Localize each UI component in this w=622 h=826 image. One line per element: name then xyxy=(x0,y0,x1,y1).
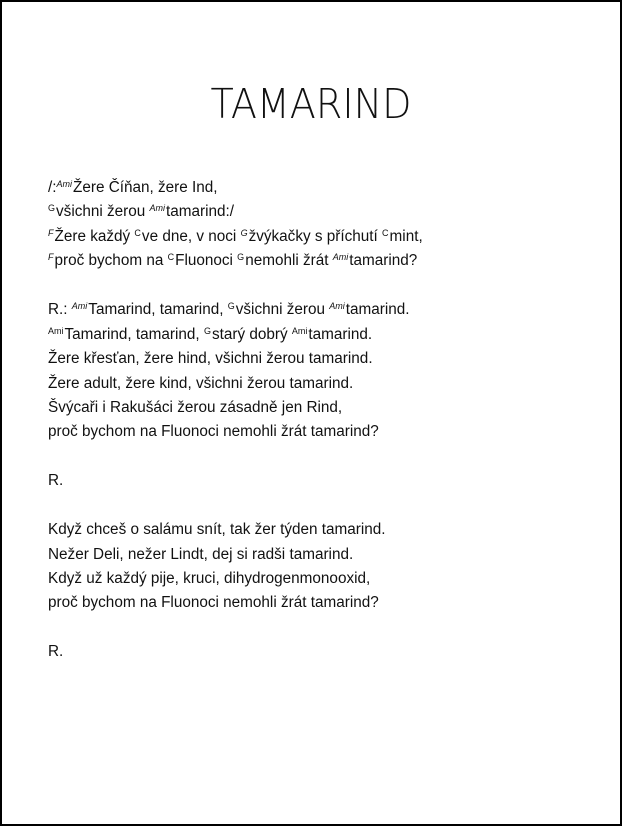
lyric-text: proč bychom na Fluonoci nemohli žrát tamarind? xyxy=(48,423,379,441)
lyric-text: všichni žerou xyxy=(56,203,150,221)
lyric-text: všichni žerou xyxy=(235,301,330,319)
lyric-text: Když chceš o salámu snít, tak žer týden tamarind. xyxy=(48,521,386,539)
lyric-line xyxy=(48,323,423,347)
chord: Ami xyxy=(71,301,88,312)
chord: Ami xyxy=(149,203,166,214)
blank-line xyxy=(48,494,423,518)
lyric-line xyxy=(48,567,423,591)
chord: Ami xyxy=(56,179,72,189)
lyric-text: žvýkačky s příchutí xyxy=(248,227,383,245)
lyric-text: Tamarind, tamarind, xyxy=(88,301,228,319)
chord: C xyxy=(134,227,141,238)
chord: G xyxy=(203,325,211,336)
lyric-text: tamarind? xyxy=(349,252,418,270)
lyric-text: nemohli žrát xyxy=(245,252,333,270)
lyric-line xyxy=(48,347,423,371)
lyric-text: R. xyxy=(48,643,64,661)
lyric-text: /: xyxy=(48,179,57,196)
lyric-text: tamarind. xyxy=(345,301,410,319)
chord: Ami xyxy=(329,301,345,312)
lyric-text: Nežer Deli, nežer Lindt, dej si radši tamarind. xyxy=(48,545,354,563)
lyric-text: Žere adult, žere kind, všichni žerou tamarind. xyxy=(48,374,354,392)
lyric-text: proč bychom na Fluonoci nemohli žrát tamarind? xyxy=(48,594,379,612)
blank-line xyxy=(48,616,423,640)
chord: G xyxy=(48,203,56,214)
lyric-line xyxy=(48,225,423,249)
chord: Ami xyxy=(48,325,64,336)
lyric-text: Fluonoci xyxy=(175,252,238,270)
chord: Ami xyxy=(332,252,349,263)
lyric-line xyxy=(48,591,423,615)
lyric-text: R.: xyxy=(48,301,72,319)
lyric-text: ve dne, v noci xyxy=(141,227,241,245)
lyric-text: Žere každý xyxy=(54,227,135,245)
lyric-line xyxy=(48,372,423,396)
lyric-line xyxy=(48,396,423,420)
lyric-text: starý dobrý xyxy=(211,325,292,343)
lyric-line xyxy=(48,249,423,273)
chord: G xyxy=(227,301,235,312)
lyric-text: Žere Číňan, žere Ind, xyxy=(73,179,218,196)
lyric-text: tamarind. xyxy=(308,325,373,343)
lyric-line xyxy=(48,518,423,542)
blank-line xyxy=(48,274,423,298)
lyric-line xyxy=(48,176,423,200)
lyric-text: mint, xyxy=(389,227,423,245)
lyric-line xyxy=(48,420,423,444)
lyric-text: proč bychom na xyxy=(54,252,168,270)
lyric-line xyxy=(48,469,423,493)
chord: F xyxy=(48,227,54,238)
lyric-text: tamarind:/ xyxy=(166,203,235,221)
chord: C xyxy=(382,227,389,238)
lyric-text: Tamarind, tamarind, xyxy=(64,325,204,343)
chord: G xyxy=(240,227,248,238)
song-title: TAMARIND xyxy=(210,80,412,128)
blank-line xyxy=(48,445,423,469)
lyric-line xyxy=(48,298,423,322)
chord: F xyxy=(48,252,54,263)
lyric-line xyxy=(48,200,423,224)
chord: G xyxy=(237,252,245,263)
chord: C xyxy=(167,252,175,263)
lyric-text: Když už každý pije, kruci, dihydrogenmonooxid, xyxy=(48,570,371,587)
lyric-line xyxy=(48,640,423,664)
lyric-text: Žere křesťan, žere hind, všichni žerou tamarind. xyxy=(48,350,373,368)
lyrics-body xyxy=(48,176,423,665)
lyric-line xyxy=(48,543,423,567)
lyric-text: R. xyxy=(48,472,64,490)
chord: Ami xyxy=(291,325,308,336)
lyric-text: Švýcaři i Rakušáci žerou zásadně jen Rind, xyxy=(48,398,343,416)
